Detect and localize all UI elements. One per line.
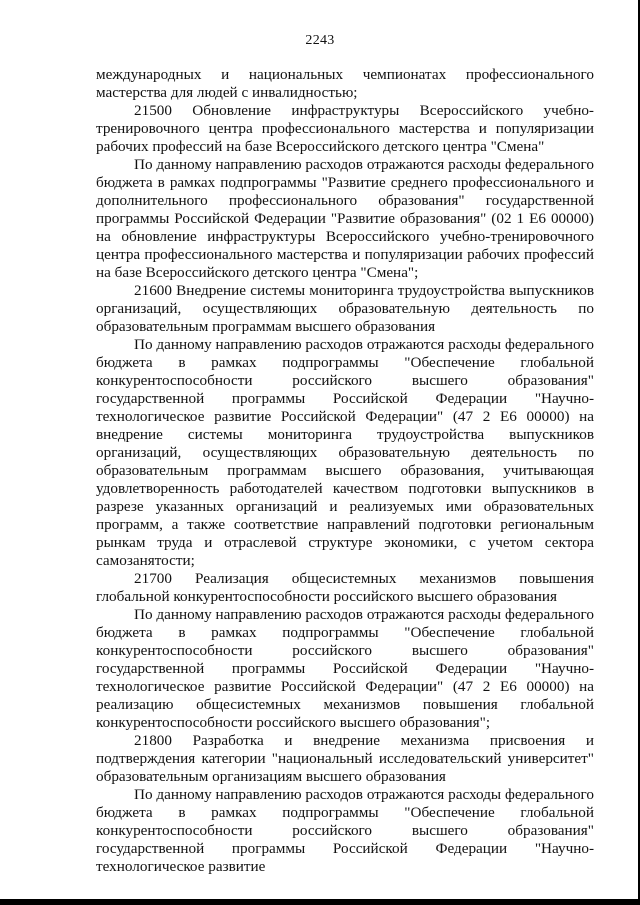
document-body bbox=[96, 66, 594, 876]
paragraph-21800-title: 21800 Разработка и внедрение механизма присвоения и подтверждения категории "национальный исследовательский университет" образовательным организациям высшего образования bbox=[96, 732, 594, 785]
paragraph-intl-championships: международных и национальных чемпионатах профессионального мастерства для людей с инвалидностью; bbox=[96, 66, 594, 101]
paragraph-21500-title: 21500 Обновление инфраструктуры Всероссийского учебно-тренировочного центра профессионального мастерства и популяризации рабочих профессий на базе Всероссийского детского центра "Смена" bbox=[96, 102, 594, 155]
paragraph-21600-title: 21600 Внедрение системы мониторинга трудоустройства выпускников организаций, осуществляющих образовательную деятельность по образовательным программам высшего образования bbox=[96, 282, 594, 335]
paragraph-21600-body: По данному направлению расходов отражаются расходы федерального бюджета в рамках подпрограммы "Обеспечение глобальной конкурентоспособности российского высшего образования" государственной программы Российской Федерации "Научно-технологическое развитие Российской Федерации" (47 2 Е6 00000) на внедрение системы мониторинга трудоустройства выпускников организаций, осуществляющих образовательную деятельность по образовательным программам высшего образования, учитывающая удовлетворенность работодателей качеством подготовки выпускников в разрезе указанных организаций и реализуемых ими образовательных программ, а также соответствие направлений подготовки региональным рынкам труда и отраслевой структуре экономики, с учетом сектора самозанятости; bbox=[96, 336, 594, 569]
paragraph-21500-body: По данному направлению расходов отражаются расходы федерального бюджета в рамках подпрограммы "Развитие среднего профессионального и дополнительного профессионального образования" государственной программы Российской Федерации "Развитие образования" (02 1 Е6 00000) на обновление инфраструктуры Всероссийского учебно-тренировочного центра профессионального мастерства и популяризации рабочих профессий на базе Всероссийского детского центра "Смена"; bbox=[96, 156, 594, 281]
scan-bottom-edge bbox=[0, 899, 640, 905]
page-number: 2243 bbox=[305, 33, 335, 48]
paragraph-21700-title: 21700 Реализация общесистемных механизмов повышения глобальной конкурентоспособности российского высшего образования bbox=[96, 570, 594, 605]
paragraph-21800-body: По данному направлению расходов отражаются расходы федерального бюджета в рамках подпрограммы "Обеспечение глобальной конкурентоспособности российского высшего образования" государственной программы Российской Федерации "Научно-технологическое развитие bbox=[96, 786, 594, 875]
paragraph-21700-body: По данному направлению расходов отражаются расходы федерального бюджета в рамках подпрограммы "Обеспечение глобальной конкурентоспособности российского высшего образования" государственной программы Российской Федерации "Научно-технологическое развитие Российской Федерации" (47 2 Е6 00000) на реализацию общесистемных механизмов повышения глобальной конкурентоспособности российского высшего образования"; bbox=[96, 606, 594, 731]
